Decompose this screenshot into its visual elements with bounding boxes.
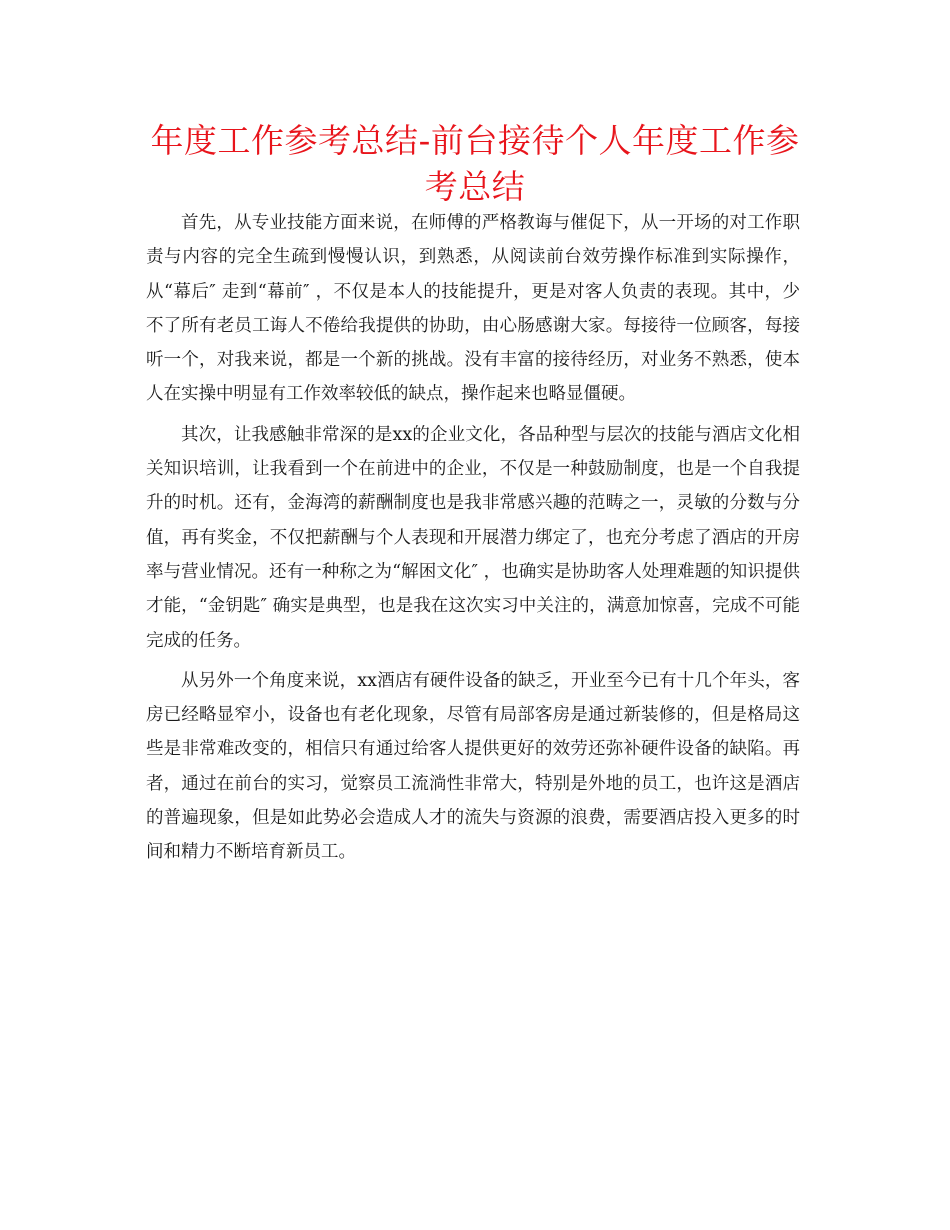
- paragraph-2: 其次，让我感触非常深的是xx的企业文化，各品种型与层次的技能与酒店文化相关知识培训，让我看到一个在前进中的企业，不仅是一种鼓励制度，也是一个自我提升的时机。还有，金海湾的薪酬制度也是我非常感兴趣的范畴之一，灵敏的分数与分值，再有奖金，不仅把薪酬与个人表现和开展潜力绑定了，也充分考虑了酒店的开房率与营业情况。还有一种称之为“解困文化″ ，也确实是协助客人处理难题的知识提供才能，“金钥匙″ 确实是典型，也是我在这次实习中关注的，满意加惊喜，完成不可能完成的任务。: [146, 424, 800, 651]
- paragraph-3: 从另外一个角度来说，xx酒店有硬件设备的缺乏，开业至今已有十几个年头，客房已经略显窄小，设备也有老化现象，尽管有局部客房是通过新装修的，但是格局这些是非常难改变的，相信只有通过给客人提供更好的效劳还弥补硬件设备的缺陷。再者，通过在前台的实习，觉察员工流淌性非常大，特别是外地的员工，也许这是酒店的普遍现象，但是如此势必会造成人才的流失与资源的浪费，需要酒店投入更多的时间和精力不断培育新员工。: [146, 670, 800, 863]
- document-body: [146, 206, 800, 876]
- document-title: 年度工作参考总结-前台接待个人年度工作参考总结: [150, 121, 800, 206]
- paragraph-1: 首先，从专业技能方面来说，在师傅的严格教诲与催促下，从一开场的对工作职责与内容的完全生疏到慢慢认识，到熟悉，从阅读前台效劳操作标准到实际操作，从“幕后″ 走到“幕前″ ，不仅是本人的技能提升，更是对客人负责的表现。其中，少不了所有老员工诲人不倦给我提供的协助，由心肠感谢大家。每接待一位顾客，每接听一个，对我来说，都是一个新的挑战。没有丰富的接待经历，对业务不熟悉，使本人在实操中明显有工作效率较低的缺点，操作起来也略显僵硬。: [146, 213, 800, 405]
